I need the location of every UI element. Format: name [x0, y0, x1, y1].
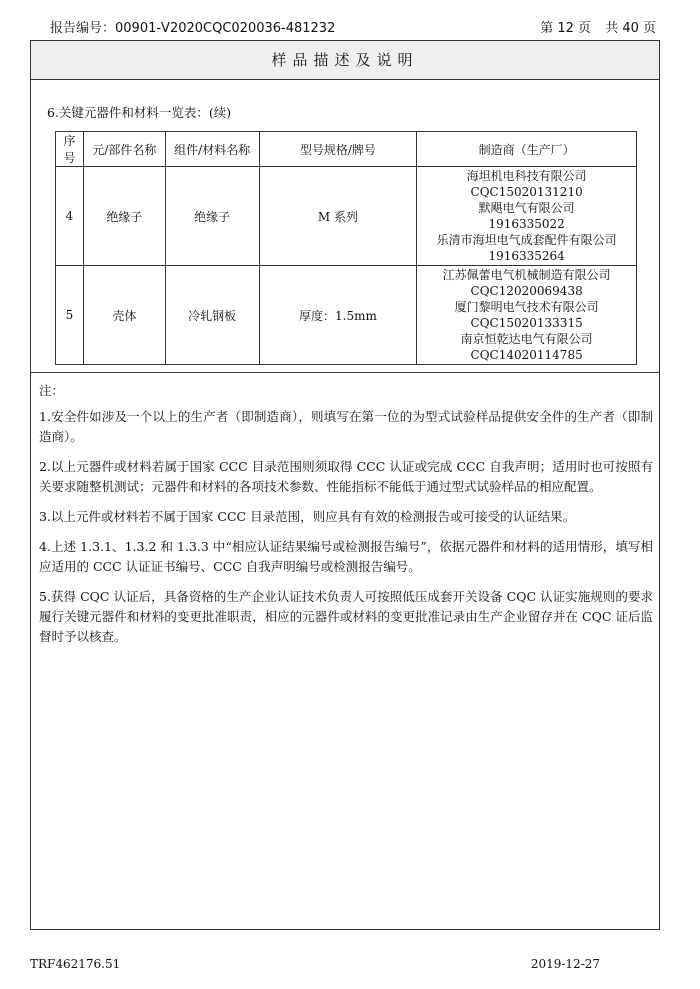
maker-line: CQC15020131210: [470, 185, 583, 199]
cell-maker: [417, 167, 637, 266]
maker-line: 南京恒乾达电气有限公司: [460, 332, 593, 346]
cell-maker: [417, 266, 637, 365]
section-divider: [31, 372, 659, 373]
notes-section: [39, 381, 653, 657]
maker-line: CQC14020114785: [470, 348, 583, 362]
note-item: 2.以上元器件或材料若属于国家 CCC 目录范围则须取得 CCC 认证或完成 CCC 自我声明；适用时也可按照有关要求随整机测试；元器件和材料的各项技术参数、性能指标不能低于通过型式试验样品的相应配置。: [39, 459, 653, 494]
maker-line: 1916335264: [488, 249, 565, 263]
page-number: 第 12 页: [540, 21, 592, 36]
cell-no: 5: [56, 266, 84, 365]
maker-line: CQC12020069438: [470, 284, 583, 298]
notes-heading: 注：: [39, 383, 65, 398]
column-header: 型号规格/牌号: [259, 132, 417, 167]
cell-material: 绝缘子: [165, 167, 259, 266]
page-title: 样品描述及说明: [31, 41, 659, 80]
maker-line: 厦门黎明电气技术有限公司: [454, 300, 599, 314]
maker-line: 默飓电气有限公司: [478, 201, 575, 215]
note-item: 5.获得 CQC 认证后，具备资格的生产企业认证技术负责人可按照低压成套开关设备 CQC 认证实施规则的要求履行关键元器件和材料的变更批准职责，相应的元器件或材料的变更批准记录由生产企业留存并在 CQC 证后监督时予以核查。: [39, 589, 653, 644]
cell-part: 绝缘子: [83, 167, 165, 266]
document-frame: [30, 40, 660, 930]
form-date: 2019-12-27: [530, 957, 600, 971]
column-header: 组件/材料名称: [165, 132, 259, 167]
page-total: 共 40 页: [605, 21, 656, 36]
note-item: 4.上述 1.3.1、1.3.2 和 1.3.3 中“相应认证结果编号或检测报告编号”，依据元器件和材料的适用情形，填写相应适用的 CCC 认证证书编号、CCC 自我声明编号或检测报告编号。: [39, 539, 653, 574]
table-row: [56, 167, 637, 266]
maker-line: 海坦机电科技有限公司: [466, 169, 587, 183]
cell-model: M 系列: [259, 167, 417, 266]
maker-line: 1916335022: [488, 217, 565, 231]
table-header-row: [56, 132, 637, 167]
report-number: 报告编号：00901-V2020CQC020036-481232: [50, 21, 336, 36]
cell-model: 厚度：1.5mm: [259, 266, 417, 365]
page-info: [530, 17, 656, 36]
table-row: [56, 266, 637, 365]
column-header: 制造商（生产厂）: [417, 132, 637, 167]
maker-line: 江苏佩蕾电气机械制造有限公司: [442, 268, 611, 282]
note-item: 3.以上元件或材料若不属于国家 CCC 目录范围，则应具有有效的检测报告或可接受的认证结果。: [39, 509, 576, 524]
section-title: 6.关键元器件和材料一览表：(续): [47, 105, 232, 120]
cell-part: 壳体: [83, 266, 165, 365]
report-header: [30, 14, 670, 36]
column-header: 元/部件名称: [83, 132, 165, 167]
cell-material: 冷轧钢板: [165, 266, 259, 365]
column-header: 序号: [56, 132, 84, 167]
form-code: TRF462176.51: [30, 957, 121, 971]
cell-no: 4: [56, 167, 84, 266]
components-table: [55, 131, 637, 365]
maker-line: 乐清市海坦电气成套配件有限公司: [436, 233, 617, 247]
note-item: 1.安全件如涉及一个以上的生产者（即制造商），则填写在第一位的为型式试验样品提供安全件的生产者（即制造商）。: [39, 409, 653, 444]
maker-line: CQC15020133315: [470, 316, 583, 330]
